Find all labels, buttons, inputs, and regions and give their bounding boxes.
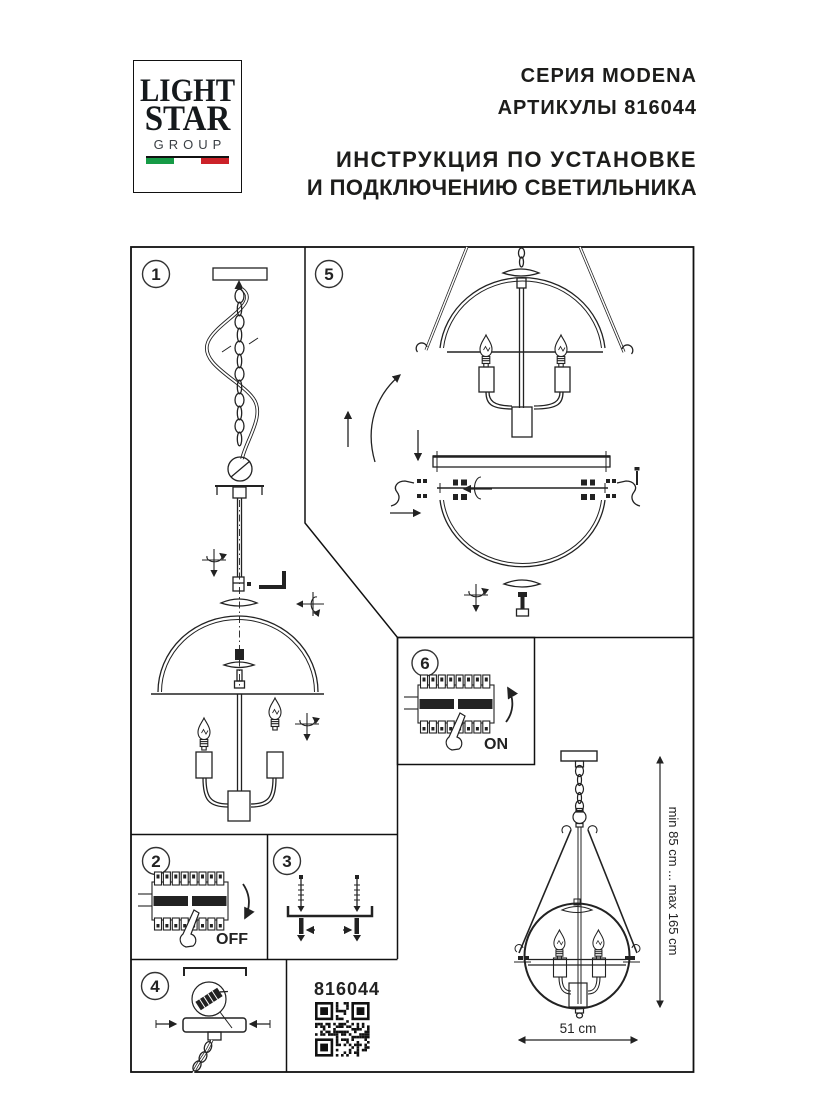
step1-number: 1	[151, 265, 161, 284]
panel-step4-drawing	[142, 968, 271, 1073]
article-code-label: 816044	[314, 979, 381, 999]
width-dimension	[519, 1021, 637, 1040]
breaker-on-drawing	[404, 675, 494, 750]
logo-word-group: GROUP	[153, 137, 227, 152]
flag-red-stripe	[201, 158, 229, 164]
panel-step6-drawing	[404, 650, 512, 753]
switch-off-label: OFF	[216, 931, 248, 948]
curved-arrow-up-icon	[506, 688, 512, 722]
flag-white-stripe	[174, 158, 202, 164]
screw-icon	[517, 592, 529, 616]
anchor-icon	[343, 918, 361, 942]
chain-icon	[576, 766, 584, 812]
breaker-off-drawing	[138, 872, 228, 947]
step5-number: 5	[324, 265, 334, 284]
curved-arrow-icon	[371, 375, 400, 462]
height-range-label: min 85 cm ... max 165 cm	[666, 806, 681, 956]
canopy-icon	[183, 1018, 246, 1032]
flag-green-stripe	[146, 158, 174, 164]
header-titles	[247, 60, 697, 202]
bolt-icons	[417, 479, 616, 500]
chandelier-dimension-drawing	[514, 751, 681, 1040]
curved-arrow-down-icon	[243, 884, 249, 918]
qr-code	[315, 1002, 370, 1057]
logo-word-star: STAR	[144, 99, 231, 139]
anchor-icon	[297, 918, 315, 942]
panel-step1-drawing	[143, 261, 325, 822]
panel-step2-drawing	[138, 848, 249, 949]
step3-number: 3	[282, 852, 292, 871]
logo-word-light: LIGHT	[139, 73, 236, 109]
screw-icon	[298, 875, 305, 912]
step2-number: 2	[151, 852, 161, 871]
panel-step3-drawing	[274, 848, 373, 942]
hook-icon	[416, 343, 427, 352]
panel-step5-drawing	[316, 247, 641, 616]
terminal-block-icon	[195, 984, 228, 1010]
step4-number: 4	[150, 977, 160, 996]
italian-flag-icon	[146, 156, 229, 166]
article-title: АРТИКУЛЫ 816044	[497, 97, 697, 119]
series-title: СЕРИЯ MODENA	[520, 65, 697, 87]
qr-block	[314, 979, 380, 1057]
lightstar-logo	[133, 60, 242, 193]
diameter-label: 51 cm	[559, 1021, 597, 1036]
height-dimension	[660, 757, 681, 1007]
screw-icon	[354, 875, 361, 912]
hex-key-icon	[259, 571, 284, 587]
instruction-title-line1: ИНСТРУКЦИЯ ПО УСТАНОВКЕ	[336, 147, 697, 172]
bowl-shade-icon	[440, 500, 605, 567]
assembly-diagram	[130, 246, 695, 1073]
sphere-frame-icon	[525, 904, 630, 1009]
step6-number: 6	[420, 654, 430, 673]
switch-on-label: ON	[484, 736, 508, 753]
instruction-title-line2: И ПОДКЛЮЧЕНИЮ СВЕТИЛЬНИКА	[306, 175, 697, 200]
hook-bracket-icon	[391, 481, 414, 506]
